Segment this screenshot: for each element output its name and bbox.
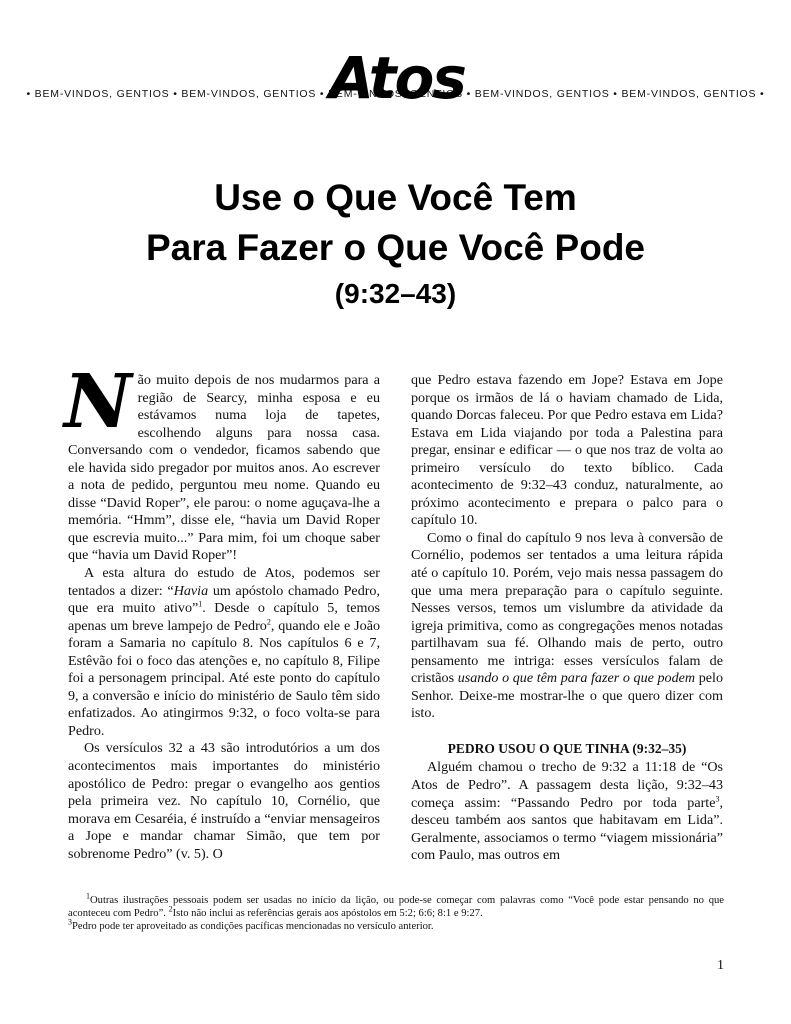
drop-cap: N [64,359,132,445]
intro-paragraph [64,359,380,565]
paragraph-3: Os versículos 32 a 43 são introdutórios a um dos acontecimentos mais importantes do ministério apostólico de Pedro: pregar o evangelho aos gentios pela primeira vez. No capítulo 10, Cornélio, que morava em Cesaréia, é instruído a “enviar mensageiros a Jope e mandar chamar Simão, que tem por sobrenome Pedro” (v. 5). O [68,740,380,862]
footnote-ref-3: 3 [715,793,720,803]
footnote-mark-2: 2 [168,904,173,914]
footnote-ref-2: 2 [266,616,271,626]
paragraph-4 [411,530,723,723]
text: , desceu também aos santos que habitavam em Lida”. Geralmente, associamos o termo “viagem missionária” com Paulo, mas outros em [411,794,723,864]
emphasis: Havia [173,582,209,599]
running-header: • BEM-VINDOS, GENTIOS • BEM-VINDOS, GENTIOS • BEM-VINDOS, GENTIOS • BEM-VINDOS, GENTIOS • BEM-VINDOS, GENTIOS • [26,88,765,100]
text: pelo Senhor. Deixe-me mostrar-lhe o que quero dizer com isto. [411,670,724,722]
footnote-mark-3: 3 [68,917,72,927]
footnote-ref-1: 1 [198,599,203,609]
paragraph-5 [411,759,723,864]
continued-paragraph: que Pedro estava fazendo em Jope? Estava em Jope porque os irmãos de lá o haviam chamado de Lida, quando Dorcas faleceu. Por que Pedro estava em Lida? Estava em Lida viajando por toda a Palestina para pregar, ensinar e edificar — o que nos traz de volta ao primeiro versículo do texto bíblico. Cada acontecimento de 9:32–43 conduz, naturalmente, ao próximo acontecimento e prepara o palco para o capítulo 10. [411,372,723,529]
footnote-mark-1: 1 [86,891,90,901]
article-title-line-1: Use o Que Você Tem [214,177,577,218]
emphasis: usando o que têm para fazer o que podem [457,670,696,687]
book-title-logo: Atos [329,44,465,112]
footnote-2: Isto não inclui as referências gerais aos apóstolos em 5:2; 6:6; 8:1 e 9:27. [172,908,483,919]
left-column [64,359,381,863]
text: . Desde o capítulo 5, temos apenas um breve lampejo de Pedro [68,600,380,634]
text: um apóstolo chamado Pedro, que era muito ativo” [68,582,381,617]
scripture-reference: (9:32–43) [334,278,457,309]
paragraph-2 [68,565,380,740]
text: , quando ele e João foram a Samaria no capítulo 8. Nos capítulos 6 e 7, Estêvão foi o foco das atenções e, no capítulo 8, Filipe foi a personagem principal. Até este ponto do capítulo 9, a conversão e início do ministério de Saulo têm sido enfatizados. Ao atingirmos 9:32, o foco volta-se para Pedro. [68,617,380,739]
text: Alguém chamou o trecho de 9:32 a 11:18 de “Os Atos de Pedro”. A passagem desta lição, 9:32–43 começa assim: “Passando Pedro por toda parte [411,759,723,811]
footnotes [68,891,724,933]
footnote-3: Pedro pode ter aproveitado as condições pacíficas mencionadas no versículo anterior. [72,921,434,932]
intro-text: ão muito depois de nos mudarmos para a região de Searcy, minha esposa e eu estávamos numa loja de tapetes, escolhendo alguns para nossa casa. Conversando com o vendedor, ficamos sabendo que ele havida sido pregador por muitos anos. Ao escrever a nota de pedido, perguntou meu nome. Quando eu disse “David Roper”, ele parou: o nome aguçava-lhe a memória. “Hmm”, disse ele, “havia um David Roper que escrevia muito...” Para mim, foi um choque saber que “havia um David Roper”! [68,372,380,564]
text: A esta altura do estudo de Atos, podemos ser tentados a dizer: “ [68,565,380,599]
section-heading: PEDRO USOU O QUE TINHA (9:32–35) [447,740,687,756]
article-title-line-2: Para Fazer o Que Você Pode [146,227,645,268]
footnote-1: Outras ilustrações pessoais podem ser usadas no início da lição, ou pode-se começar com palavras como “Você pode estar pensando no que aconteceu com Pedro”. [68,895,724,919]
right-column [411,372,723,865]
page-number: 1 [717,958,724,973]
text: Como o final do capítulo 9 nos leva à conversão de Cornélio, podemos ser tentados a uma leitura rápida até o capítulo 10. Porém, vejo mais nessa passagem do que uma mera preparação para o capítulo seguinte. Nesses versos, temos um vislumbre da atividade da igreja primitiva, como as congregações menos notadas partilhavam sua fé. Olhando mais de perto, outro pensamento me intriga: esses versículos falam de cristãos [411,529,723,687]
footnote-text [68,891,724,933]
